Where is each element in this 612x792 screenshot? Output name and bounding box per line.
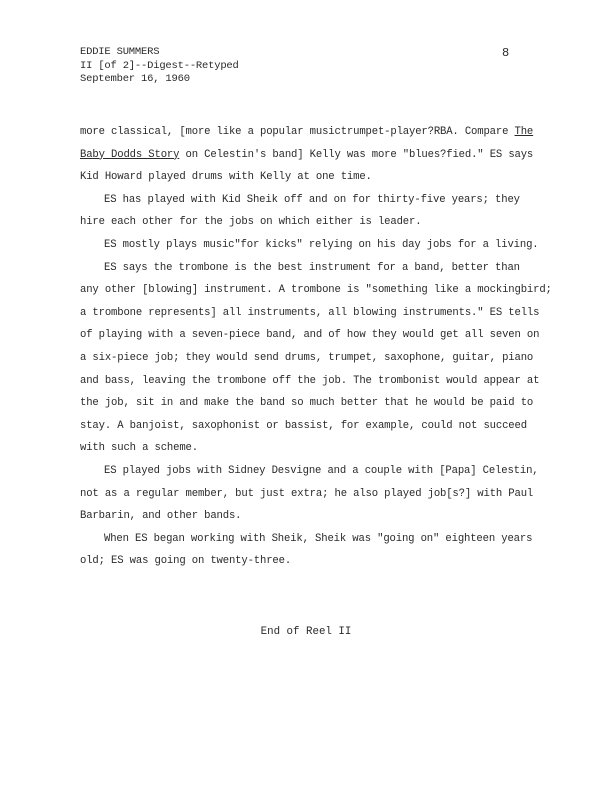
interviewee-name: EDDIE SUMMERS: [80, 46, 160, 58]
body-line: old; ES was going on twenty-three.: [80, 555, 292, 568]
body-line: ES says the trombone is the best instrument for a band, better than: [104, 261, 520, 274]
body-line: Kid Howard played drums with Kelly at one time.: [80, 171, 372, 184]
body-line: stay. A banjoist, saxophonist or bassist, for example, could not succeed: [80, 419, 527, 432]
body-line: a trombone represents] all instruments, all blowing instruments." ES tells: [80, 306, 540, 319]
body-line: ES played jobs with Sidney Desvigne and a couple with [Papa] Celestin,: [104, 464, 539, 477]
transcript-body: [80, 121, 552, 573]
reel-info: II [of 2]--Digest--Retyped: [80, 59, 239, 72]
body-line: the job, sit in and make the band so much better that he would be paid to: [80, 397, 534, 410]
interview-date: September 16, 1960: [80, 73, 190, 85]
body-line: with such a scheme.: [80, 442, 198, 455]
body-line: a six-piece job; they would send drums, trumpet, saxophone, guitar, piano: [80, 351, 534, 364]
document-header: [80, 46, 239, 87]
body-line: When ES began working with Sheik, Sheik was "going on" eighteen years: [104, 532, 533, 545]
page-number: 8: [502, 46, 510, 60]
body-line: not as a regular member, but just extra; he also played job[s?] with Paul: [80, 487, 534, 500]
body-line: more classical, [more like a popular musictrumpet-player?RBA. Compare The: [80, 126, 534, 138]
book-title-underlined: The: [514, 126, 534, 138]
end-of-reel-text: End of Reel II: [260, 626, 352, 638]
book-title-underlined: Baby Dodds Story: [80, 148, 180, 161]
body-line: any other [blowing] instrument. A trombone is "something like a mockingbird;: [80, 284, 552, 297]
body-line: ES mostly plays music"for kicks" relying on his day jobs for a living.: [104, 238, 539, 251]
body-line: ES has played with Kid Sheik off and on for thirty-five years; they: [104, 193, 520, 206]
body-line: of playing with a seven-piece band, and of how they would get all seven on: [80, 329, 540, 342]
body-line: Barbarin, and other bands.: [80, 510, 242, 523]
body-line: Baby Dodds Story on Celestin's band] Kelly was more "blues?fied." ES says: [80, 148, 534, 161]
body-line: hire each other for the jobs on which either is leader.: [80, 216, 422, 229]
body-line: and bass, leaving the trombone off the job. The trombonist would appear at: [80, 374, 540, 387]
